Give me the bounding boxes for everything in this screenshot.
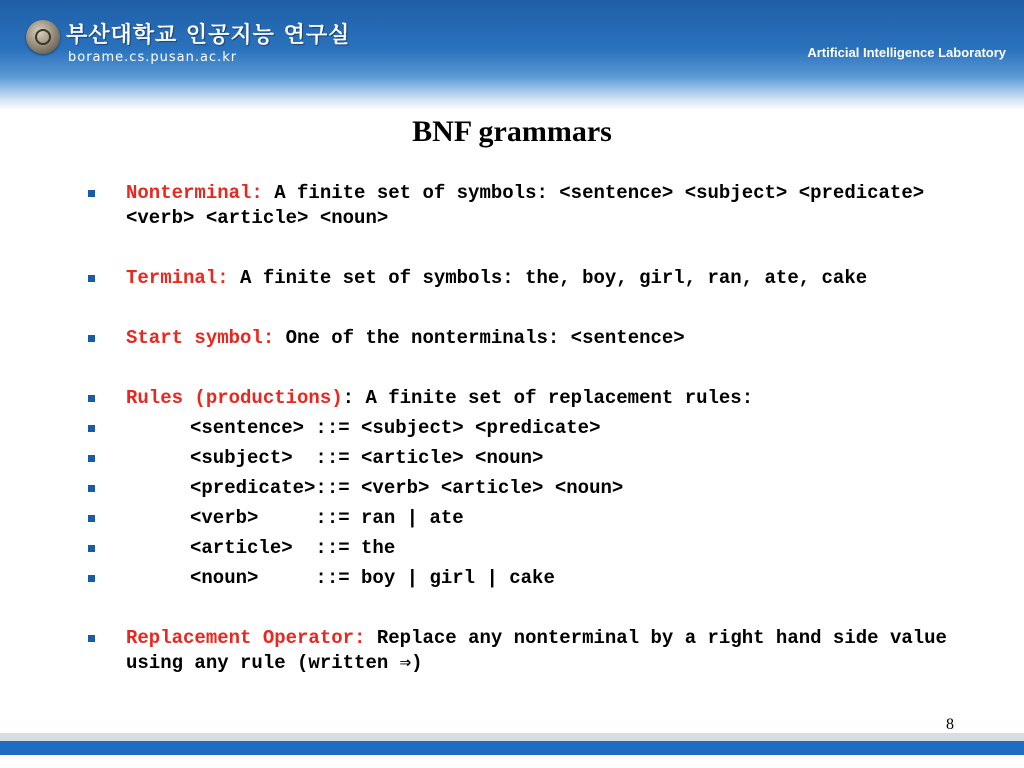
lab-name-english: Artificial Intelligence Laboratory [807, 45, 1006, 60]
bullet-label: Start symbol: [126, 327, 275, 349]
bullet-icon [88, 485, 95, 492]
bullet-icon [88, 190, 95, 197]
bullet-rules [86, 386, 986, 411]
bullet-icon [88, 275, 95, 282]
bullet-icon [88, 455, 95, 462]
lab-url: borame.cs.pusan.ac.kr [68, 50, 238, 65]
rule-text: <verb> ::= ran | ate [190, 507, 464, 529]
bullet-icon [88, 395, 95, 402]
bullet-icon [88, 515, 95, 522]
bullet-text: : A finite set of replacement rules: [342, 387, 754, 409]
bullet-replacement-operator [86, 626, 986, 676]
rule-text: <noun> ::= boy | girl | cake [190, 567, 555, 589]
bullet-label: Rules (productions) [126, 387, 343, 409]
rule-text: <subject> ::= <article> <noun> [190, 447, 544, 469]
bullet-label: Replacement Operator: [126, 627, 366, 649]
bullet-label: Terminal: [126, 267, 229, 289]
bullet-start-symbol [86, 326, 986, 351]
slide-title: BNF grammars [412, 115, 612, 148]
bullet-icon [88, 545, 95, 552]
footer-bar [0, 741, 1024, 755]
rule-item [86, 476, 986, 501]
university-emblem-icon [26, 20, 60, 54]
rule-item [86, 446, 986, 471]
slide-content [86, 181, 986, 676]
bullet-label: Nonterminal: [126, 182, 263, 204]
page-number: 8 [946, 716, 954, 733]
rule-item [86, 506, 986, 531]
bullet-text: A finite set of symbols: <sentence> <subject> <predicate> <verb> <article> <noun> [126, 182, 925, 229]
bullet-icon [88, 425, 95, 432]
bullet-icon [88, 575, 95, 582]
bullet-terminal [86, 266, 986, 291]
bullet-text: Replace any nonterminal by a right hand side value using any rule (written ⇒) [126, 627, 947, 674]
rule-text: <predicate>::= <verb> <article> <noun> [190, 477, 624, 499]
header-banner [0, 0, 1024, 110]
bullet-icon [88, 335, 95, 342]
bullet-icon [88, 635, 95, 642]
rule-text: <sentence> ::= <subject> <predicate> [190, 417, 601, 439]
lab-name-korean: 부산대학교 인공지능 연구실 [66, 23, 351, 48]
rule-item [86, 536, 986, 561]
bullet-nonterminal [86, 181, 986, 231]
footer-divider [0, 733, 1024, 741]
rule-item [86, 566, 986, 591]
rule-text: <article> ::= the [190, 537, 396, 559]
rule-item [86, 416, 986, 441]
bullet-text: A finite set of symbols: the, boy, girl, ran, ate, cake [228, 267, 868, 289]
bullet-text: One of the nonterminals: <sentence> [274, 327, 685, 349]
